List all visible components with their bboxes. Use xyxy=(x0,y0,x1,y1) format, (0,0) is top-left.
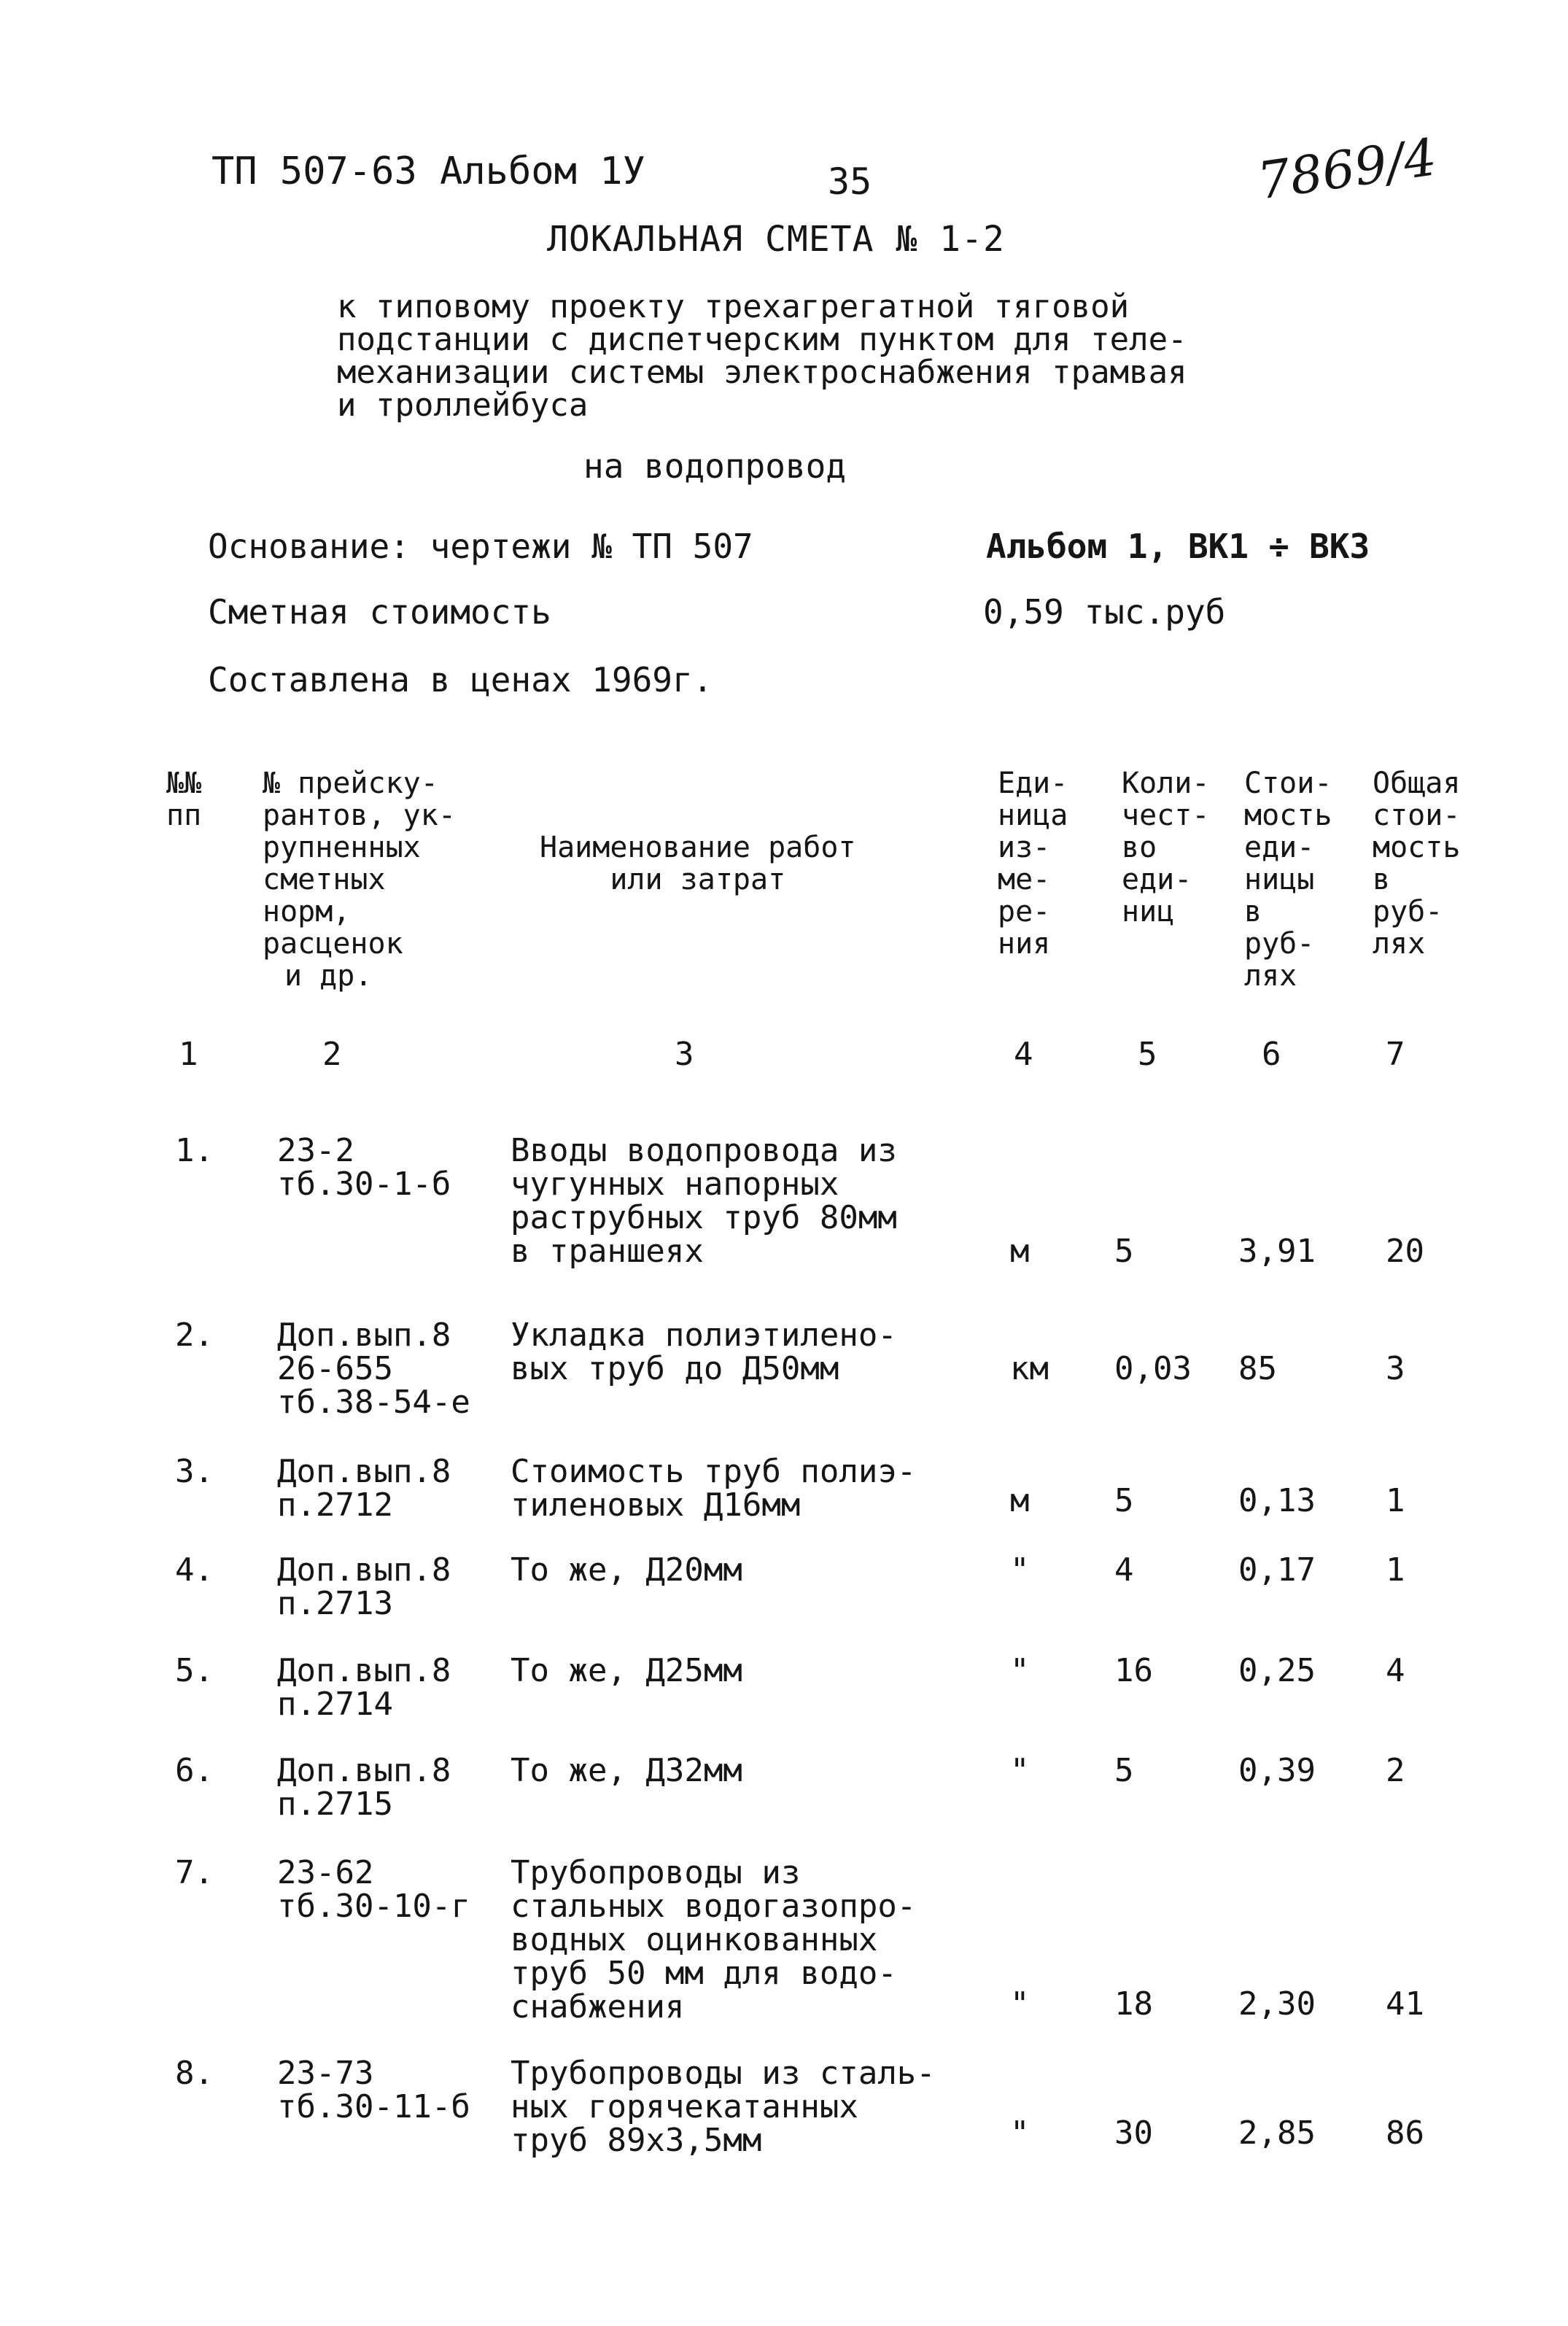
name-line: вых труб до Д50мм xyxy=(511,1350,839,1387)
header-line: из- xyxy=(998,831,1051,864)
name-line: снабжения xyxy=(511,1988,685,2025)
column-number: 4 xyxy=(1014,1036,1033,1073)
header-line: мость xyxy=(1373,831,1461,864)
name-line: Трубопроводы из xyxy=(511,1854,801,1891)
column-number: 2 xyxy=(322,1036,342,1073)
estimate-topic: на водопровод xyxy=(583,446,847,486)
column-number: 7 xyxy=(1386,1036,1405,1073)
name-line: стальных водогазопро- xyxy=(511,1888,917,1925)
header-line: ре- xyxy=(998,895,1051,929)
row-total: 20 xyxy=(1386,1233,1424,1270)
header-line: рупненных xyxy=(263,831,421,864)
ref-line: п.2713 xyxy=(277,1585,393,1622)
row-qty: 18 xyxy=(1114,1985,1153,2023)
header-line: в xyxy=(1244,895,1262,929)
prices-note: Составлена в ценах 1969г. xyxy=(208,660,713,699)
row-ref xyxy=(277,1856,470,1923)
row-num: 6. xyxy=(175,1752,214,1789)
row-name xyxy=(511,1551,742,1589)
header-line: Стои- xyxy=(1244,767,1332,800)
album-reference: Альбом 1, ВК1 ÷ ВК3 xyxy=(986,527,1370,566)
table-row xyxy=(0,1652,1568,1723)
row-unit-cost: 2,30 xyxy=(1238,1985,1316,2023)
row-name xyxy=(511,2057,936,2158)
row-num: 3. xyxy=(175,1453,214,1490)
row-name xyxy=(511,1134,897,1268)
header-line: №№ xyxy=(166,767,202,800)
header-line: руб- xyxy=(1373,895,1443,929)
ref-line: Доп.вып.8 xyxy=(277,1317,451,1354)
row-qty: 16 xyxy=(1114,1652,1153,1689)
header-line: Коли- xyxy=(1122,767,1210,800)
subtitle-line: к типовому проекту трехагрегатной тяговой xyxy=(337,288,1130,325)
row-total: 41 xyxy=(1386,1985,1424,2023)
header-line: Еди- xyxy=(998,767,1068,800)
header-line: и др. xyxy=(284,959,373,993)
header-line: рантов, ук- xyxy=(263,799,456,832)
header-line: в xyxy=(1373,863,1391,896)
header-line: норм, xyxy=(263,895,351,929)
row-unit-cost: 0,13 xyxy=(1238,1482,1316,1519)
row-unit: км xyxy=(1010,1350,1049,1387)
header-qty xyxy=(1122,767,1209,928)
row-ref xyxy=(277,1319,470,1419)
document-title: ЛОКАЛЬНАЯ СМЕТА № 1-2 xyxy=(547,219,1005,260)
basis-drawings: Основание: чертежи № ТП 507 xyxy=(208,527,753,566)
ref-line: тб.30-11-б xyxy=(277,2088,470,2125)
row-unit: м xyxy=(1010,1482,1030,1519)
ref-line: Доп.вып.8 xyxy=(277,1551,451,1589)
row-unit: м xyxy=(1010,1233,1030,1270)
name-line: Вводы водопровода из xyxy=(511,1132,897,1169)
page-number: 35 xyxy=(828,160,872,203)
header-name xyxy=(540,831,855,896)
ref-line: Доп.вып.8 xyxy=(277,1453,451,1490)
row-total: 1 xyxy=(1386,1551,1405,1589)
row-qty: 30 xyxy=(1114,2114,1153,2152)
row-num: 4. xyxy=(175,1551,214,1589)
name-line: тиленовых Д16мм xyxy=(511,1486,801,1524)
header-line: ния xyxy=(998,927,1051,961)
row-unit: " xyxy=(1010,1652,1030,1689)
ref-line: Доп.вып.8 xyxy=(277,1752,451,1789)
header-num xyxy=(166,767,201,831)
row-qty: 0,03 xyxy=(1114,1350,1192,1387)
row-unit-cost: 0,39 xyxy=(1238,1752,1316,1789)
estimated-cost-value: 0,59 тыс.руб xyxy=(983,592,1226,632)
header-line: еди- xyxy=(1244,831,1315,864)
name-line: труб 89х3,5мм xyxy=(511,2122,762,2159)
column-number: 3 xyxy=(675,1036,694,1073)
table-row xyxy=(0,1854,1568,2025)
name-line: То же, Д32мм xyxy=(511,1752,742,1789)
row-total: 2 xyxy=(1386,1752,1405,1789)
ref-line: п.2712 xyxy=(277,1486,393,1524)
row-name xyxy=(511,1319,897,1386)
header-line: во xyxy=(1122,831,1157,864)
ref-line: 23-2 xyxy=(277,1132,354,1169)
ref-line: п.2714 xyxy=(277,1686,393,1723)
row-unit-cost: 2,85 xyxy=(1238,2114,1316,2152)
subtitle-line: и троллейбуса xyxy=(337,387,589,424)
header-line: ме- xyxy=(998,863,1051,896)
document-code: ТП 507-63 Альбом 1У xyxy=(211,150,645,193)
header-line: руб- xyxy=(1244,927,1315,961)
name-line: То же, Д25мм xyxy=(511,1652,742,1689)
header-line: пп xyxy=(166,799,202,832)
name-line: ных горячекатанных xyxy=(511,2088,858,2125)
row-unit-cost: 0,17 xyxy=(1238,1551,1316,1589)
ref-line: тб.30-10-г xyxy=(277,1888,470,1925)
ref-line: п.2715 xyxy=(277,1786,393,1823)
row-ref xyxy=(277,1455,451,1522)
table-row xyxy=(0,1132,1568,1270)
name-line: Стоимость труб полиэ- xyxy=(511,1453,917,1490)
row-qty: 4 xyxy=(1114,1551,1134,1589)
name-line: Трубопроводы из сталь- xyxy=(511,2055,936,2092)
header-line: ницы xyxy=(1244,863,1315,896)
header-line: № прейску- xyxy=(263,767,438,800)
row-unit: " xyxy=(1010,1551,1030,1589)
header-line: мость xyxy=(1244,799,1332,832)
column-number: 1 xyxy=(179,1036,198,1073)
header-line: Наименование работ xyxy=(540,831,856,864)
name-line: труб 50 мм для водо- xyxy=(511,1955,897,1992)
row-ref xyxy=(277,1754,451,1821)
header-line: ниц xyxy=(1122,895,1175,929)
subtitle-line: механизации системы электроснабжения трамвая xyxy=(337,354,1187,391)
ref-line: тб.30-1-б xyxy=(277,1166,451,1203)
row-name xyxy=(511,1856,916,2024)
header-line: или затрат xyxy=(610,863,786,896)
table-row xyxy=(0,1752,1568,1823)
handwritten-inventory-number: 7869/4 xyxy=(1254,127,1440,212)
name-line: То же, Д20мм xyxy=(511,1551,742,1589)
row-unit: " xyxy=(1010,1985,1030,2023)
row-ref xyxy=(277,1654,451,1721)
row-qty: 5 xyxy=(1114,1752,1134,1789)
ref-line: тб.38-54-е xyxy=(277,1384,470,1421)
header-line: лях xyxy=(1373,927,1426,961)
header-unit-cost xyxy=(1244,767,1332,992)
estimated-cost-label: Сметная стоимость xyxy=(208,592,551,632)
row-unit: " xyxy=(1010,2114,1030,2152)
subtitle-line: подстанции с диспетчерским пунктом для теле- xyxy=(337,321,1187,358)
header-line: стои- xyxy=(1373,799,1461,832)
row-num: 8. xyxy=(175,2055,214,2092)
row-qty: 5 xyxy=(1114,1233,1134,1270)
header-line: лях xyxy=(1244,959,1297,993)
document-subtitle xyxy=(337,290,1187,422)
header-line: ница xyxy=(998,799,1068,832)
row-total: 86 xyxy=(1386,2114,1424,2152)
ref-line: 26-655 xyxy=(277,1350,393,1387)
table-row xyxy=(0,1453,1568,1524)
row-ref xyxy=(277,1134,451,1201)
header-ref xyxy=(263,767,456,992)
row-ref xyxy=(277,1551,451,1622)
row-unit-cost: 85 xyxy=(1238,1350,1277,1387)
table-row xyxy=(0,2055,1568,2159)
row-num: 1. xyxy=(175,1132,214,1169)
header-line: чест- xyxy=(1122,799,1210,832)
header-total xyxy=(1373,767,1460,960)
name-line: в траншеях xyxy=(511,1233,704,1270)
row-num: 5. xyxy=(175,1652,214,1689)
row-num: 2. xyxy=(175,1317,214,1354)
row-num: 7. xyxy=(175,1854,214,1891)
name-line: Укладка полиэтилено- xyxy=(511,1317,897,1354)
column-number: 5 xyxy=(1138,1036,1157,1073)
header-line: сметных xyxy=(263,863,386,896)
ref-line: Доп.вып.8 xyxy=(277,1652,451,1689)
row-unit-cost: 3,91 xyxy=(1238,1233,1316,1270)
name-line: раструбных труб 80мм xyxy=(511,1199,897,1236)
row-unit: " xyxy=(1010,1752,1030,1789)
ref-line: 23-62 xyxy=(277,1854,374,1891)
column-number: 6 xyxy=(1262,1036,1281,1073)
row-unit-cost: 0,25 xyxy=(1238,1652,1316,1689)
row-total: 4 xyxy=(1386,1652,1405,1689)
header-line: Общая xyxy=(1373,767,1461,800)
ref-line: 23-73 xyxy=(277,2055,374,2092)
header-unit xyxy=(998,767,1068,960)
name-line: водных оцинкованных xyxy=(511,1921,878,1958)
name-line: чугунных напорных xyxy=(511,1166,839,1203)
header-line: еди- xyxy=(1122,863,1192,896)
row-qty: 5 xyxy=(1114,1482,1134,1519)
row-total: 3 xyxy=(1386,1350,1405,1387)
row-name xyxy=(511,1754,742,1788)
row-name xyxy=(511,1654,742,1688)
row-total: 1 xyxy=(1386,1482,1405,1519)
row-ref xyxy=(277,2057,470,2124)
row-name xyxy=(511,1455,916,1522)
header-line: расценок xyxy=(263,927,403,961)
